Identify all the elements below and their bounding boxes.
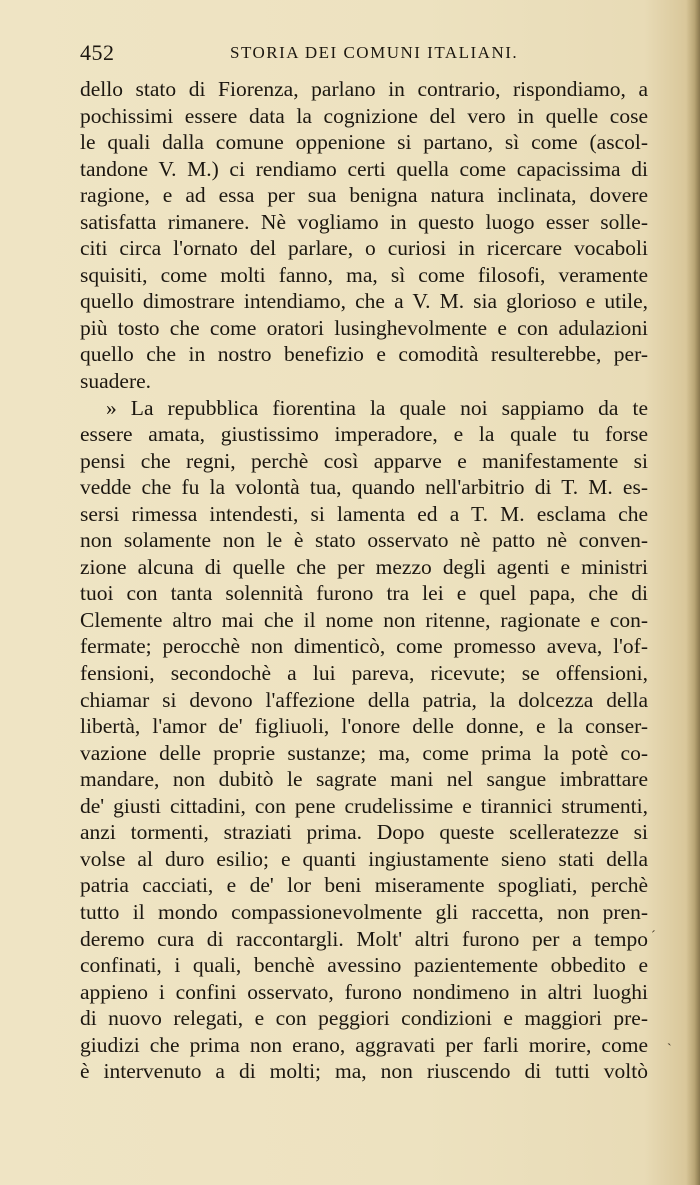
text-line: tandone V. M.) ci rendiamo certi quella come capacissima di [80, 156, 648, 181]
text-line: satisfatta rimanere. Nè vogliamo in questo luogo esser solle- [80, 209, 648, 234]
text-line: de' giusti cittadini, con pene crudelissime e tirannici strumenti, [80, 793, 648, 818]
text-line: quello che in nostro benefizio e comodità resulterebbe, per- [80, 342, 648, 367]
text-line: vedde che fu la volontà tua, quando nell'arbitrio di T. M. es- [80, 475, 648, 500]
text-line: patria cacciati, e de' lor beni miseramente spogliati, perchè [80, 873, 648, 898]
text-line: » La repubblica fiorentina la quale noi sappiamo da te [106, 395, 648, 420]
text-line: ragione, e ad essa per sua benigna natura inclinata, dovere [80, 183, 648, 208]
text-line: tutto il mondo compassionevolmente gli raccetta, non pren- [80, 899, 648, 924]
text-line: squisiti, come molti fanno, ma, sì come filosofi, veramente [80, 262, 648, 287]
text-line: citi circa l'ornato del parlare, o curiosi in ricercare vocaboli [80, 236, 648, 261]
text-line: deremo cura di raccontargli. Molt' altri furono per a tempo [80, 926, 648, 951]
text-line: non solamente non le è stato osservato nè patto nè conven- [80, 528, 648, 553]
text-line: fensioni, secondochè a lui pareva, ricevute; se offensioni, [80, 661, 648, 686]
page-header [80, 40, 648, 70]
text-line: quello dimostrare intendiamo, che a V. M. sia glorioso e utile, [80, 289, 648, 314]
page-number: 452 [80, 40, 115, 65]
text-line: chiamar si devono l'affezione della patria, la dolcezza della [80, 687, 648, 712]
page-edge-shadow [686, 0, 700, 1185]
text-line: sersi rimessa intendesti, si lamenta ed a T. M. esclama che [80, 501, 648, 526]
text-line: libertà, l'amor de' figliuoli, l'onore delle donne, e la conser- [80, 714, 648, 739]
text-line: le quali dalla comune oppenione si partano, sì come (ascol- [80, 130, 648, 155]
text-line: più tosto che come oratori lusinghevolmente e con adulazioni [80, 315, 648, 340]
text-line: di nuovo relegati, e con peggiori condizioni e maggiori pre- [80, 1006, 648, 1031]
text-line: anzi tormenti, straziati prima. Dopo queste scelleratezze si [80, 820, 648, 845]
text-line: fermate; perocchè non dimenticò, come promesso aveva, l'of- [80, 634, 648, 659]
margin-mark: ´ [651, 929, 656, 944]
text-line: mandare, non dubitò le sagrate mani nel sangue imbrattare [80, 767, 648, 792]
text-line: tuoi con tanta solennità furono tra lei e quel papa, che di [80, 581, 648, 606]
text-line: Clemente altro mai che il nome non ritenne, ragionate e con- [80, 607, 648, 632]
text-line: appieno i confini osservato, furono nondimeno in altri luoghi [80, 979, 648, 1004]
text-line: confinati, i quali, benchè avessino pazientemente obbedito e [80, 953, 648, 978]
text-line: volse al duro esilio; e quanti ingiustamente sieno stati della [80, 846, 648, 871]
text-line: è intervenuto a di molti; ma, non riuscendo di tutti voltò [80, 1059, 648, 1084]
text-line: zione alcuna di quelle che per mezzo degli agenti e ministri [80, 554, 648, 579]
text-line: essere amata, giustissimo imperadore, e la quale tu forse [80, 422, 648, 447]
text-line: suadere. [80, 369, 152, 394]
text-line: vazione delle proprie sustanze; ma, come prima la potè co- [80, 740, 648, 765]
text-line: pensi che regni, perchè così apparve e manifestamente si [80, 448, 648, 473]
running-title: STORIA DEI COMUNI ITALIANI. [230, 43, 519, 62]
text-line: giudizi che prima non erano, aggravati per farli morire, come [80, 1032, 648, 1057]
text-line: dello stato di Fiorenza, parlano in contrario, rispondiamo, a [80, 77, 648, 101]
body-text [80, 76, 648, 1085]
margin-mark: ` [667, 1042, 672, 1057]
text-line: pochissimi essere data la cognizione del vero in quelle cose [80, 103, 648, 128]
